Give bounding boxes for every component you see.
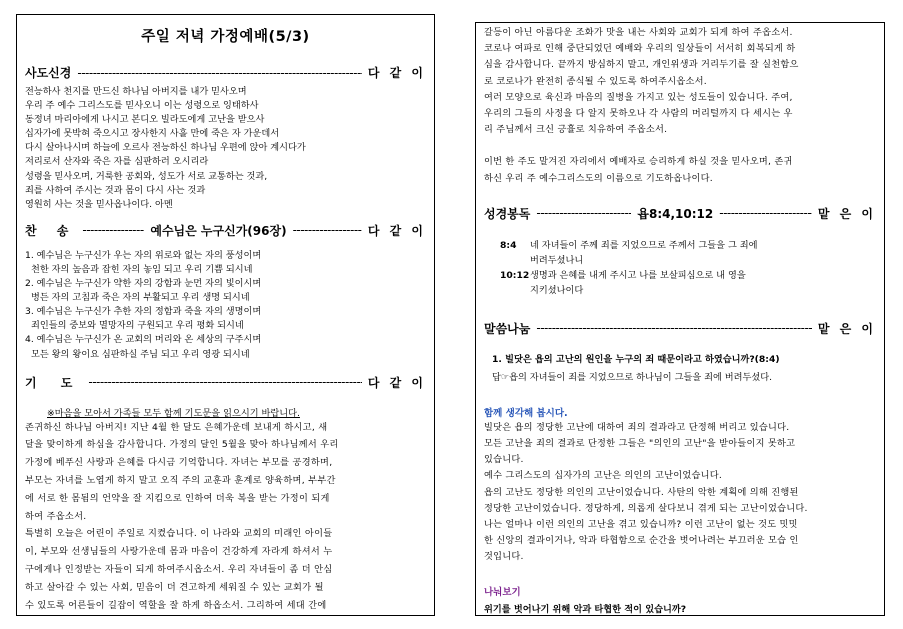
hymn-label: 찬 송 xyxy=(25,223,77,238)
dash-leader xyxy=(88,375,361,389)
think-line: 욥의 고난도 정당한 의인의 고난이었습니다. 사탄의 악한 계획에 의해 진행된 xyxy=(484,486,799,498)
verse-line: 버려두셨나니 xyxy=(530,254,584,266)
prayer-line: 특별히 오늘은 어린이 주일로 지켰습니다. 이 나라와 교회의 미래인 아이들 xyxy=(25,528,333,540)
lyric-line: 병든 자의 고침과 죽은 자의 부활되고 우리 생명 되시네 xyxy=(31,292,250,304)
think-line: 정당한 고난이었습니다. 정당하게, 의롭게 살다보니 겪게 되는 고난이었습니다. xyxy=(484,502,808,514)
question: 1. 빌닷은 욥의 고난의 원인을 누구의 죄 때문이라고 하였습니까?(8:4) xyxy=(492,353,780,365)
hymn-lyrics xyxy=(25,249,426,362)
sharing-label: 말씀나눔 xyxy=(484,321,531,336)
right-page xyxy=(475,22,885,616)
creed-line: 저리로서 산자와 죽은 자를 심판하러 오시리라 xyxy=(25,156,209,168)
left-page xyxy=(16,14,435,616)
think-line: 있습니다. xyxy=(484,454,524,466)
lyric-line: 3. 예수님은 누구신가 추한 자의 정함과 죽을 자의 생명이며 xyxy=(25,306,262,318)
prayer-line: 하고 살아갈 수 있는 사회, 믿음이 더 견고하게 세워질 수 있는 교회가 될 xyxy=(25,581,324,593)
prayer-line: 리 주님께서 크신 긍휼로 치유하여 주옵소서. xyxy=(484,124,668,136)
lyric-line: 1. 예수님은 누구신가 우는 자의 위로와 없는 자의 풍성이며 xyxy=(25,249,262,261)
prayer-line: 존귀하신 하나님 아버지! 지난 4월 한 달도 은혜가운데 보내게 하시고, 새 xyxy=(25,421,328,433)
hymn-header xyxy=(25,222,426,239)
verse-ref: 10:12 xyxy=(500,269,530,281)
verse-text xyxy=(530,268,746,298)
creed-line: 죄를 사하여 주시는 것과 몸이 다시 사는 것과 xyxy=(25,184,206,196)
verse-text xyxy=(530,238,758,268)
prayer-line: 갈등이 아닌 아름다운 조화가 맛을 내는 사회와 교회가 되게 하여 주옵소서. xyxy=(484,27,793,38)
share-title: 나눠보기 xyxy=(484,586,521,598)
prayer-label: 기 도 xyxy=(25,375,83,390)
creed-label: 사도신경 xyxy=(25,66,72,80)
creed-line: 동정녀 마리아에게 나시고 본디오 빌라도에게 고난을 받으사 xyxy=(25,114,265,126)
answer: 답☞욥의 자녀들이 죄를 지었으므로 하나님이 그들을 죄에 버려두셨다. xyxy=(492,371,773,383)
prayer-line: 에 서로 한 몸됨의 언약을 잘 지킴으로 인하여 더욱 복을 받는 가정이 되게 xyxy=(25,492,330,504)
prayer-continued xyxy=(484,25,876,138)
page-title: 주일 저녁 가정예배(5/3) xyxy=(141,29,310,45)
sharing-leader: 맡 은 이 xyxy=(817,321,876,336)
lyric-line: 모든 왕의 왕이요 심판하실 주님 되고 우리 영광 되시네 xyxy=(31,348,250,360)
think-title: 함께 생각해 봅시다. xyxy=(484,407,568,419)
reading-leader: 맡 은 이 xyxy=(817,206,876,221)
prayer-line: 로 코로나가 완전히 종식될 수 있도록 하여주시옵소서. xyxy=(484,75,707,87)
sharing-header xyxy=(484,320,876,337)
prayer-header xyxy=(25,374,426,391)
prayer-line: 이, 부모와 선생님들의 사랑가운데 몸과 마음이 건강하게 자라게 하셔서 누 xyxy=(25,546,333,558)
lyric-line: 죄인들의 중보와 멸망자의 구원되고 우리 평화 되시네 xyxy=(31,320,244,332)
hymn-leader: 다 같 이 xyxy=(367,223,426,238)
prayer-line: 이번 한 주도 말겨진 자리에서 예배자로 승리하게 하실 것을 믿사오며, 존귀 xyxy=(484,156,793,168)
verse-10-12 xyxy=(500,268,876,298)
prayer-line: 수 있도록 어른들이 길잡이 역할을 잘 하게 하옵소서. 그리하여 세대 간에 xyxy=(25,599,327,611)
prayer-line: 우리의 그들의 사정을 다 알지 못하오나 각 사람의 머리털까지 다 세시는 우 xyxy=(484,108,793,120)
prayer-line: 가정에 베푸신 사랑과 은혜를 다시금 기억합니다. 자녀는 부모를 공경하며, xyxy=(25,457,333,469)
prayer-line: 달을 맞이하게 하심을 감사합니다. 가정의 달인 5월을 맞아 하나님께서 우리 xyxy=(25,439,339,451)
dash-leader xyxy=(536,206,631,220)
reading-reference: 욥8:4,10:12 xyxy=(637,206,714,221)
creed-line: 십자가에 못박혀 죽으시고 장사한지 사흘 만에 죽은 자 가운데서 xyxy=(25,128,280,140)
dash-leader xyxy=(77,66,361,80)
creed-line: 우리 주 예수 그리스도를 믿사오니 이는 성령으로 잉태하사 xyxy=(25,100,259,112)
dash-leader xyxy=(293,223,362,237)
hymn-title: 예수님은 누구신가(96장) xyxy=(150,223,287,238)
prayer-leader: 다 같 이 xyxy=(367,375,426,390)
dash-leader xyxy=(719,206,812,220)
creed-line: 다시 살아나시며 하늘에 오르사 전능하신 하나님 우편에 앉아 계시다가 xyxy=(25,142,306,154)
verse-line: 생명과 은혜를 내게 주시고 나를 보살피심으로 내 영을 xyxy=(530,269,746,281)
verse-ref: 8:4 xyxy=(500,239,517,251)
prayer-line: 하신 우리 주 예수그리스도의 이름으로 기도하옵나이다. xyxy=(484,172,713,184)
creed-line: 전능하사 천지를 만드신 하나님 아버지를 내가 믿사오며 xyxy=(25,86,247,97)
prayer-line: 여러 모양으로 육신과 마음의 질병을 가지고 있는 성도들이 있습니다. 주여, xyxy=(484,91,793,103)
share-question: 위기를 벗어나기 위해 악과 타협한 적이 있습니까? xyxy=(484,603,687,615)
lyric-line: 2. 예수님은 누구신가 약한 자의 강함과 눈먼 자의 빛이시며 xyxy=(25,278,262,290)
think-line: 나는 얼마나 이런 의인의 고난을 겪고 있습니까? 이런 고난이 없는 것도 밋밋 xyxy=(484,519,798,531)
prayer-closing xyxy=(484,154,876,186)
verses xyxy=(500,238,876,298)
prayer-line: 코로나 여파로 인해 중단되었던 예배와 우리의 일상들이 서서히 회복되게 하 xyxy=(484,43,796,55)
dash-leader xyxy=(82,223,144,237)
reading-header xyxy=(484,205,876,222)
dash-leader xyxy=(536,321,811,335)
creed-line: 영원히 사는 것을 믿사옵나이다. 아멘 xyxy=(25,198,173,210)
creed-leader: 다 같 이 xyxy=(367,66,426,80)
think-line: 모든 고난을 죄의 결과로 단정한 그들은 "의인의 고난"을 받아들이지 못하고 xyxy=(484,438,796,450)
prayer-text xyxy=(25,419,426,615)
prayer-note: ※마음을 모아서 가족들 모두 함께 기도문을 읽으시기 바랍니다. xyxy=(47,407,300,419)
think-line: 것입니다. xyxy=(484,551,524,563)
verse-line: 네 자녀들이 주께 죄를 지었으므로 주께서 그들을 그 죄에 xyxy=(530,239,758,251)
prayer-line: 하여 주옵소서. xyxy=(25,510,87,522)
reading-label: 성경봉독 xyxy=(484,206,531,221)
prayer-line: 심을 감사합니다. 끝까지 방심하지 말고, 개인위생과 거리두기를 잘 실천함으 xyxy=(484,59,799,71)
verse-8-4 xyxy=(500,238,876,268)
creed-header xyxy=(25,64,426,81)
think-line: 예수 그리스도의 십자가의 고난은 의인의 고난이었습니다. xyxy=(484,470,723,482)
lyric-line: 4. 예수님은 누구신가 온 교회의 머리와 온 세상의 구주시며 xyxy=(25,334,262,346)
think-text xyxy=(484,420,876,566)
think-line: 빌닷은 욥의 정당한 고난에 대하여 죄의 결과라고 단정해 버리고 있습니다. xyxy=(484,421,790,433)
creed-text xyxy=(25,85,426,212)
creed-line: 성령을 믿사오며, 거룩한 공회와, 성도가 서로 교통하는 것과, xyxy=(25,170,268,182)
prayer-line: 부모는 자녀를 노엽게 하지 말고 오직 주의 교훈과 훈계로 양육하며, 부부간 xyxy=(25,474,336,486)
think-line: 한 신앙의 결과이거나, 악과 타협함으로 순간을 벗어나려는 부끄러운 모습 인 xyxy=(484,535,799,547)
prayer-line: 구에게나 인정받는 자들이 되게 하여주시옵소서. 우리 자녀들이 좀 더 안심 xyxy=(25,563,333,575)
lyric-line: 천한 자의 높음과 잡힌 자의 놓임 되고 우리 기쁨 되시네 xyxy=(31,263,253,275)
verse-line: 지키셨나이다 xyxy=(530,284,584,296)
